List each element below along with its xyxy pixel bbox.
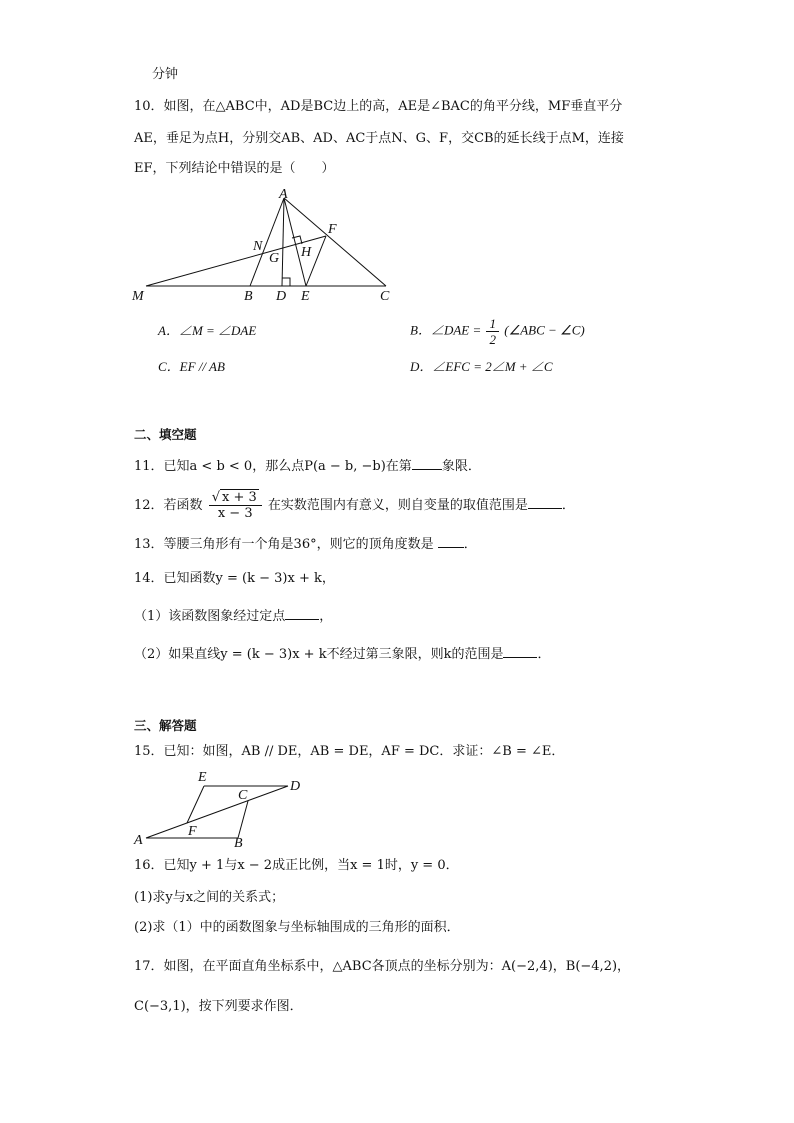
q17-line1: 17．如图，在平面直角坐标系中，△ABC各顶点的坐标分别为：A(−2,4)，B(−4,2)， [134, 959, 631, 974]
label-a: A [134, 833, 143, 848]
q10-option-b-den: 2 [489, 332, 496, 347]
q12-sqrt-content: x + 3 [221, 490, 257, 505]
q10-option-a[interactable]: A．∠M = ∠DAE [158, 323, 257, 338]
q12-blank[interactable] [528, 496, 562, 509]
q11-text: 11．已知a < b < 0，那么点P(a − b, −b)在第 [134, 459, 412, 474]
q14-stem: 14．已知函数y = (k − 3)x + k， [134, 571, 335, 586]
q14-part2 [134, 645, 550, 664]
q10-stem-line3: EF，下列结论中错误的是（ ） [134, 161, 335, 176]
q12-text: 12．若函数 [134, 498, 203, 513]
q10-option-b-num: 1 [486, 316, 499, 332]
label-e: E [301, 289, 310, 304]
q14-part1 [134, 607, 332, 626]
side-ac [284, 198, 386, 286]
q14-part2-blank[interactable] [503, 645, 537, 658]
q13-end: ． [463, 537, 477, 552]
q10-triangle-figure [130, 188, 400, 306]
segment-bc [238, 801, 248, 838]
label-n: N [253, 239, 263, 254]
q10-stem-line2: AE，垂足为点H，分别交AB、AD、AC于点N、G、F，交CB的延长线于点M，连接 [134, 131, 624, 146]
label-f: F [328, 222, 337, 237]
q12-fraction [209, 490, 262, 521]
altitude-ad [282, 198, 284, 286]
q12 [134, 490, 575, 521]
q12-text-after: 在实数范围内有意义，则自变量的取值范围是 [267, 498, 528, 513]
q12-end: ． [561, 498, 575, 513]
q15-stem: 15．已知：如图，AB // DE，AB = DE，AF = DC．求证：∠B = ∠E． [134, 744, 565, 759]
q11-end: 象限． [441, 459, 481, 474]
label-a: A [279, 188, 288, 202]
label-g: G [269, 251, 280, 266]
q14-part1-end: ， [319, 609, 333, 624]
q12-numerator: √ x + 3 [209, 490, 262, 506]
section2-title: 二、填空题 [134, 427, 197, 442]
label-e: E [198, 770, 207, 785]
line-mf [146, 236, 326, 286]
segment-ef [306, 236, 326, 286]
q10-option-d[interactable]: D．∠EFC = 2∠M + ∠C [410, 359, 553, 374]
segment-ad [146, 786, 288, 838]
q10-option-b-prefix: B．∠DAE = [410, 322, 482, 338]
q11 [134, 457, 481, 476]
q10-stem-line1: 10．如图，在△ABC中，AD是BC边上的高，AE是∠BAC的角平分线，MF垂直平分 [134, 99, 623, 114]
label-h: H [301, 245, 312, 260]
q14-part1-blank[interactable] [285, 607, 319, 620]
q16-stem: 16．已知y + 1与x − 2成正比例，当x = 1时，y = 0． [134, 858, 459, 873]
q13-text: 13．等腰三角形有一个角是36°，则它的顶角度数是 [134, 537, 438, 552]
q12-denominator: x − 3 [217, 506, 253, 521]
section3-title: 三、解答题 [134, 718, 197, 733]
q16-part1: (1)求y与x之间的关系式； [134, 890, 285, 905]
q10-option-b-fraction [486, 316, 499, 347]
q15-parallelogram-figure [130, 766, 320, 848]
q13 [134, 535, 477, 554]
q10-option-b-suffix: (∠ABC − ∠C) [504, 322, 585, 338]
carryover-text: 分钟 [152, 67, 179, 82]
label-d: D [276, 289, 287, 304]
q10-option-c[interactable]: C．EF // AB [158, 359, 225, 374]
label-f: F [188, 824, 197, 839]
right-angle-d [282, 278, 290, 286]
q17-line2: C(−3,1)，按下列要求作图． [134, 999, 303, 1014]
q16-part2: (2)求（1）中的函数图象与坐标轴围成的三角形的面积． [134, 920, 460, 935]
label-m: M [132, 289, 144, 304]
q14-part2-end: ． [537, 647, 551, 662]
q11-blank[interactable] [412, 457, 442, 470]
label-d: D [290, 779, 301, 794]
label-c: C [238, 788, 248, 803]
q13-blank[interactable] [438, 535, 464, 548]
q14-part2-text: （2）如果直线y = (k − 3)x + k不经过第三象限，则k的范围是 [134, 647, 504, 662]
q14-part1-text: （1）该函数图象经过定点 [134, 609, 286, 624]
q10-option-b[interactable] [410, 316, 585, 347]
label-c: C [380, 289, 390, 304]
label-b: B [244, 289, 253, 304]
label-b: B [234, 836, 243, 848]
